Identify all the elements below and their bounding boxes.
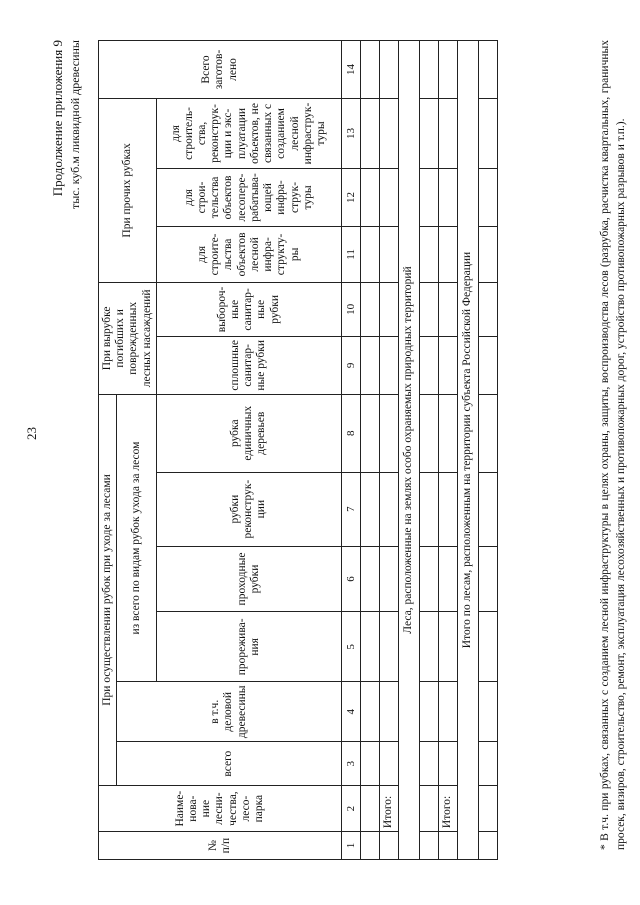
col-number: 1 — [341, 832, 360, 860]
col-number: 5 — [341, 612, 360, 682]
header-care-types: из всего по видам рубок ухода за лесом — [117, 394, 157, 682]
col-number: 10 — [341, 282, 360, 336]
total-label: Итого: — [438, 786, 457, 832]
col-number: 7 — [341, 472, 360, 546]
col-number: 6 — [341, 546, 360, 612]
col-number: 2 — [341, 786, 360, 832]
header-other-group: При прочих рубках — [99, 98, 157, 282]
header-dead-selective: выборочные санитарные рубки — [156, 282, 341, 336]
col-number: 14 — [341, 41, 360, 99]
header-other-forest-infra: для строительства объектов лесной инфраструктуры — [156, 226, 341, 282]
col-number: 11 — [341, 226, 360, 282]
header-single-trees: рубка единичных деревьев — [156, 394, 341, 472]
header-dead-clear: сплошные санитарные рубки — [156, 336, 341, 394]
table-row — [419, 41, 438, 860]
header-reconstruction: рубки реконструкции — [156, 472, 341, 546]
page-number: 23 — [24, 427, 39, 440]
header-total: Всего заготовлено — [99, 41, 342, 99]
header-thinning: прореживания — [156, 612, 341, 682]
harvest-table — [98, 40, 498, 860]
col-number: 12 — [341, 168, 360, 226]
header-no: № п/п — [99, 832, 342, 860]
header-passage: проходные рубки — [156, 546, 341, 612]
header-name: Наименование лесничества, лесопарка — [99, 786, 342, 832]
footnote: * В т.ч. при рубках, связанных с созданием лесной инфраструктуры в целях охраны, защиты, воспроизводства лесов (разрубка, расчистка квартальных, граничных просек, визиров, строительство, ремонт, эксплуатация лесохозяйственных и противопожарных дорог, устройство противопожарных разрывов и т.п.). — [599, 40, 627, 850]
header-dead-group: При вырубке погибших и поврежденных лесных насаждений — [99, 282, 157, 394]
col-number: 4 — [341, 682, 360, 742]
header-other-processing-infra: для строительства объектов лесоперерабатывающей инфраструктуры — [156, 168, 341, 226]
continuation-title: Продолжение приложения 9 — [50, 40, 65, 197]
grand-total-label: Итого по лесам, расположенным на территории субъекта Российской Федерации — [457, 41, 478, 860]
col-number: 8 — [341, 394, 360, 472]
rotated-page-content — [50, 40, 640, 860]
table-row — [379, 41, 398, 860]
header-care-total: всего — [117, 742, 342, 786]
table-row — [438, 41, 457, 860]
units-label: тыс. куб.м ликвидной древесины — [68, 40, 82, 209]
header-other-not-related: для строительства, реконструкции и эксплуатации объектов, не связанных с созданием лесной инфраструктуры — [156, 98, 341, 168]
table-row — [360, 41, 379, 860]
header-care-incl-wood: в т.ч. деловой древесины — [117, 682, 342, 742]
col-number: 9 — [341, 336, 360, 394]
table-row — [478, 41, 497, 860]
header-care-group: При осуществлении рубок при уходе за лесами — [99, 394, 117, 785]
section-oopt: Леса, расположенные на землях особо охраняемых природных территорий — [398, 41, 419, 860]
total-label: Итого: — [379, 786, 398, 832]
col-number: 3 — [341, 742, 360, 786]
col-number: 13 — [341, 98, 360, 168]
